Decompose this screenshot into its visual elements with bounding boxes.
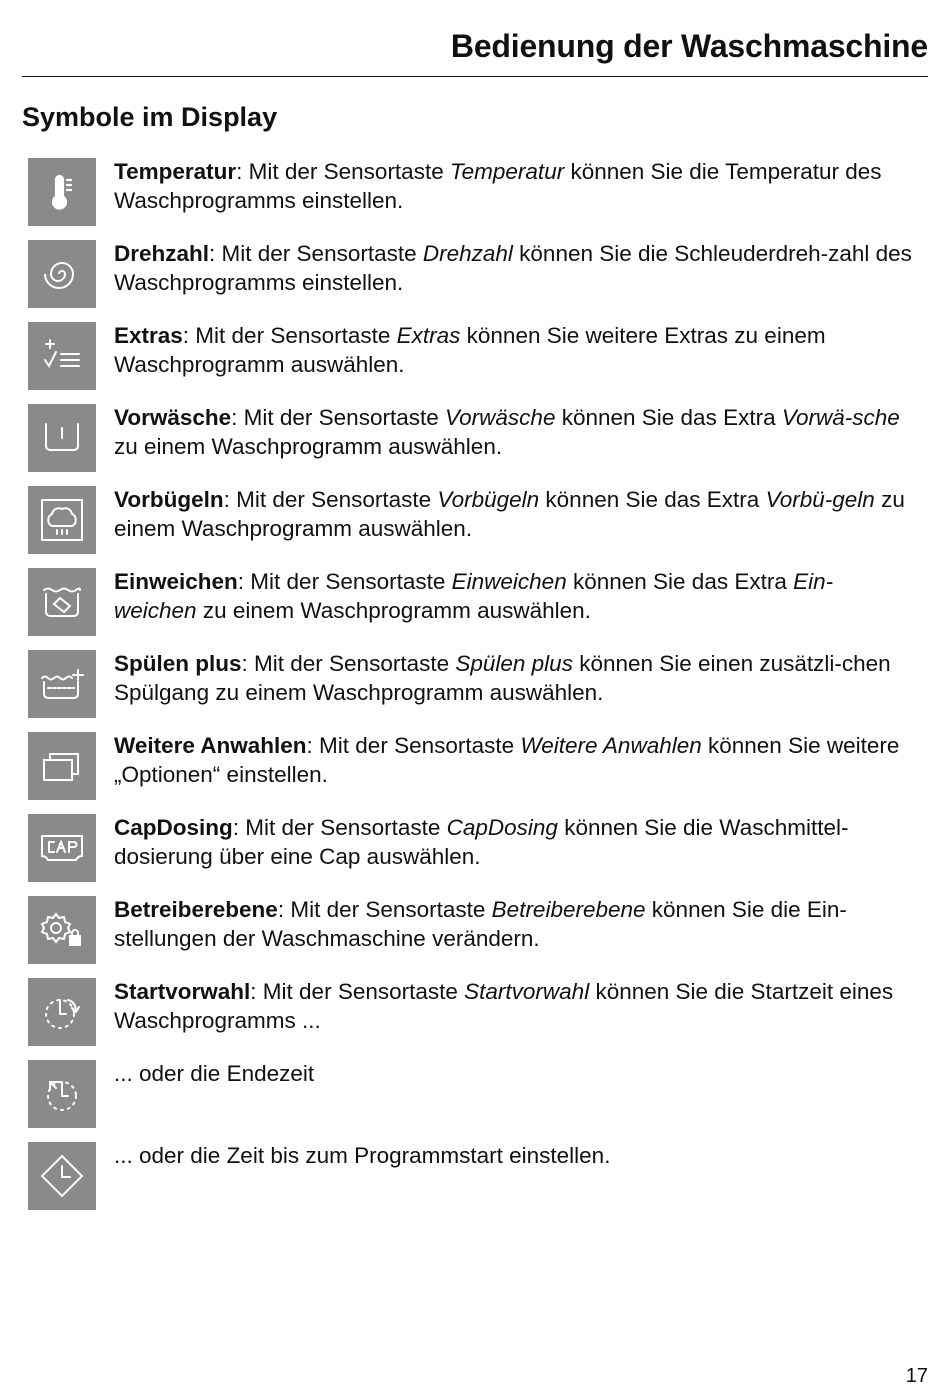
thermometer-icon xyxy=(28,158,96,226)
list-item xyxy=(28,486,918,568)
list-item-text: Startvorwahl: Mit der Sensortaste Startvorwahl können Sie die Startzeit eines Waschprogramms ... xyxy=(114,979,894,1033)
cap-dosing-icon xyxy=(28,814,96,882)
list-item xyxy=(28,896,918,978)
list-item-text: Extras: Mit der Sensortaste Extras können Sie weitere Extras zu einem Waschprogramm auswählen. xyxy=(114,323,826,377)
list-item xyxy=(28,404,918,486)
soak-icon xyxy=(28,568,96,636)
page-header-title: Bedienung der Waschmaschine xyxy=(450,28,928,64)
list-item xyxy=(28,1060,918,1142)
list-item-text: Vorwäsche: Mit der Sensortaste Vorwäsche können Sie das Extra Vorwä-sche zu einem Waschprogramm auswählen. xyxy=(114,405,900,459)
settings-lock-icon xyxy=(28,896,96,964)
list-item xyxy=(28,568,918,650)
more-options-icon xyxy=(28,732,96,800)
list-item xyxy=(28,322,918,404)
list-item-text: Weitere Anwahlen: Mit der Sensortaste Weitere Anwahlen können Sie weitere „Optionen“ einstellen. xyxy=(114,733,900,787)
list-item xyxy=(28,814,918,896)
start-time-icon xyxy=(28,978,96,1046)
end-time-icon xyxy=(28,1060,96,1128)
pre-ironing-icon xyxy=(28,486,96,554)
spin-speed-icon xyxy=(28,240,96,308)
list-item-text: ... oder die Zeit bis zum Programmstart einstellen. xyxy=(114,1143,611,1168)
page-number: 17 xyxy=(905,1365,928,1387)
rinse-plus-icon xyxy=(28,650,96,718)
list-item xyxy=(28,650,918,732)
header-divider xyxy=(22,76,928,77)
list-item xyxy=(28,158,918,240)
list-item-text: ... oder die Endezeit xyxy=(114,1061,315,1086)
list-item-text: Spülen plus: Mit der Sensortaste Spülen plus können Sie einen zusätzli-chen Spülgang zu einem Waschprogramm auswählen. xyxy=(114,651,891,705)
list-item xyxy=(28,978,918,1060)
list-item-text: Temperatur: Mit der Sensortaste Temperatur können Sie die Temperatur des Waschprogramms einstellen. xyxy=(114,159,882,213)
prewash-icon xyxy=(28,404,96,472)
extras-icon xyxy=(28,322,96,390)
list-item-text: Betreiberebene: Mit der Sensortaste Betreiberebene können Sie die Ein-stellungen der Waschmaschine verändern. xyxy=(114,897,847,951)
list-item-text: Vorbügeln: Mit der Sensortaste Vorbügeln können Sie das Extra Vorbü-geln zu einem Waschprogramm auswählen. xyxy=(114,487,905,541)
list-item xyxy=(28,1142,918,1224)
list-item-text: Einweichen: Mit der Sensortaste Einweichen können Sie das Extra Ein-weichen zu einem Waschprogramm auswählen. xyxy=(114,569,834,623)
countdown-icon xyxy=(28,1142,96,1210)
section-title: Symbole im Display xyxy=(22,102,278,132)
list-item xyxy=(28,240,918,322)
list-item xyxy=(28,732,918,814)
symbol-list xyxy=(28,158,918,1224)
list-item-text: CapDosing: Mit der Sensortaste CapDosing können Sie die Waschmittel-dosierung über eine Cap auswählen. xyxy=(114,815,849,869)
list-item-text: Drehzahl: Mit der Sensortaste Drehzahl können Sie die Schleuderdreh-zahl des Waschprogramms einstellen. xyxy=(114,241,912,295)
